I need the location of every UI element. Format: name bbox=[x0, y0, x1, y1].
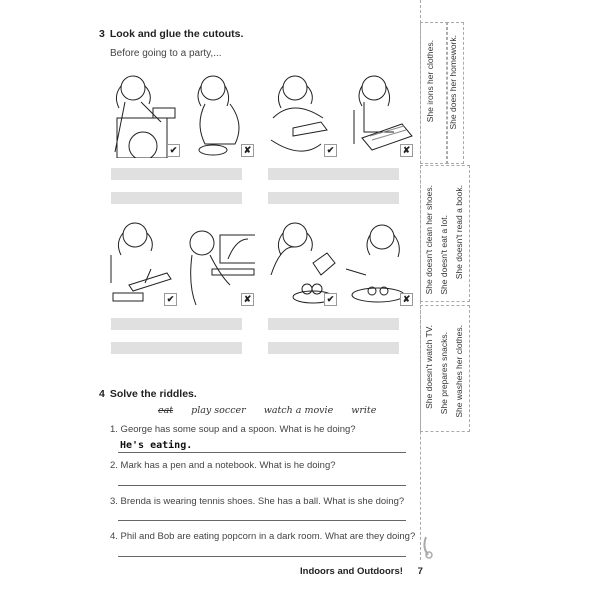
picture-doing-homework bbox=[103, 215, 178, 305]
answer-line[interactable] bbox=[118, 452, 406, 453]
riddle-question: 1. George has some soup and a spoon. What is he doing? bbox=[110, 424, 356, 435]
riddle-answer[interactable]: He's eating. bbox=[120, 440, 193, 451]
unit-title: Indoors and Outdoors! bbox=[300, 566, 403, 577]
page-footer bbox=[300, 566, 423, 577]
word-bank-item: watch a movie bbox=[263, 405, 334, 416]
cutout-card[interactable]: She doesn't eat a lot. bbox=[439, 215, 449, 295]
check-mark-icon: ✔ bbox=[324, 144, 337, 157]
exercise-number: 4 bbox=[99, 388, 105, 400]
cross-mark-icon: ✘ bbox=[241, 293, 254, 306]
cross-mark-icon: ✘ bbox=[400, 293, 413, 306]
glue-area bbox=[268, 192, 399, 204]
answer-line[interactable] bbox=[118, 485, 406, 486]
word-bank bbox=[158, 405, 394, 416]
exercise-3-intro: Before going to a party,... bbox=[110, 48, 222, 59]
glue-area bbox=[111, 168, 242, 180]
word-bank-item: eat bbox=[158, 405, 174, 416]
glue-area bbox=[111, 192, 242, 204]
answer-line[interactable] bbox=[118, 556, 406, 557]
answer-line[interactable] bbox=[118, 520, 406, 521]
glue-area bbox=[268, 168, 399, 180]
check-mark-icon: ✔ bbox=[164, 293, 177, 306]
cutout-card[interactable]: She doesn't clean her shoes. bbox=[424, 185, 434, 295]
cross-mark-icon: ✘ bbox=[400, 144, 413, 157]
riddle-question: 2. Mark has a pen and a notebook. What is he doing? bbox=[110, 460, 336, 471]
cutout-card[interactable]: She does her homework. bbox=[448, 35, 458, 130]
glue-area bbox=[268, 342, 399, 354]
cross-mark-icon: ✘ bbox=[241, 144, 254, 157]
cutout-card[interactable]: She washes her clothes. bbox=[454, 325, 464, 418]
scissors-icon bbox=[421, 535, 435, 561]
exercise-title-text: Solve the riddles. bbox=[109, 388, 197, 400]
picture-watching-tv bbox=[180, 215, 255, 305]
riddle-question: 3. Brenda is wearing tennis shoes. She has a ball. What is she doing? bbox=[110, 496, 405, 507]
page-number: 7 bbox=[417, 566, 423, 577]
glue-area bbox=[111, 342, 242, 354]
picture-eating bbox=[342, 215, 414, 305]
check-mark-icon: ✔ bbox=[324, 293, 337, 306]
exercise-4-title bbox=[99, 388, 197, 400]
check-mark-icon: ✔ bbox=[167, 144, 180, 157]
cutout-card[interactable]: She prepares snacks. bbox=[439, 332, 449, 415]
picture-preparing-snacks bbox=[263, 215, 338, 305]
riddle-question: 4. Phil and Bob are eating popcorn in a dark room. What are they doing? bbox=[110, 531, 416, 542]
glue-area bbox=[111, 318, 242, 330]
cutout-card[interactable]: She irons her clothes. bbox=[425, 40, 435, 123]
exercise-title-text: Look and glue the cutouts. bbox=[109, 28, 244, 40]
cutout-card[interactable]: She doesn't watch TV. bbox=[424, 325, 434, 409]
exercise-number: 3 bbox=[99, 28, 105, 40]
exercise-3-title bbox=[99, 28, 243, 40]
word-bank-item: play soccer bbox=[191, 405, 246, 416]
glue-area bbox=[268, 318, 399, 330]
word-bank-item: write bbox=[351, 405, 377, 416]
cutout-card[interactable]: She doesn't read a book. bbox=[454, 185, 464, 280]
